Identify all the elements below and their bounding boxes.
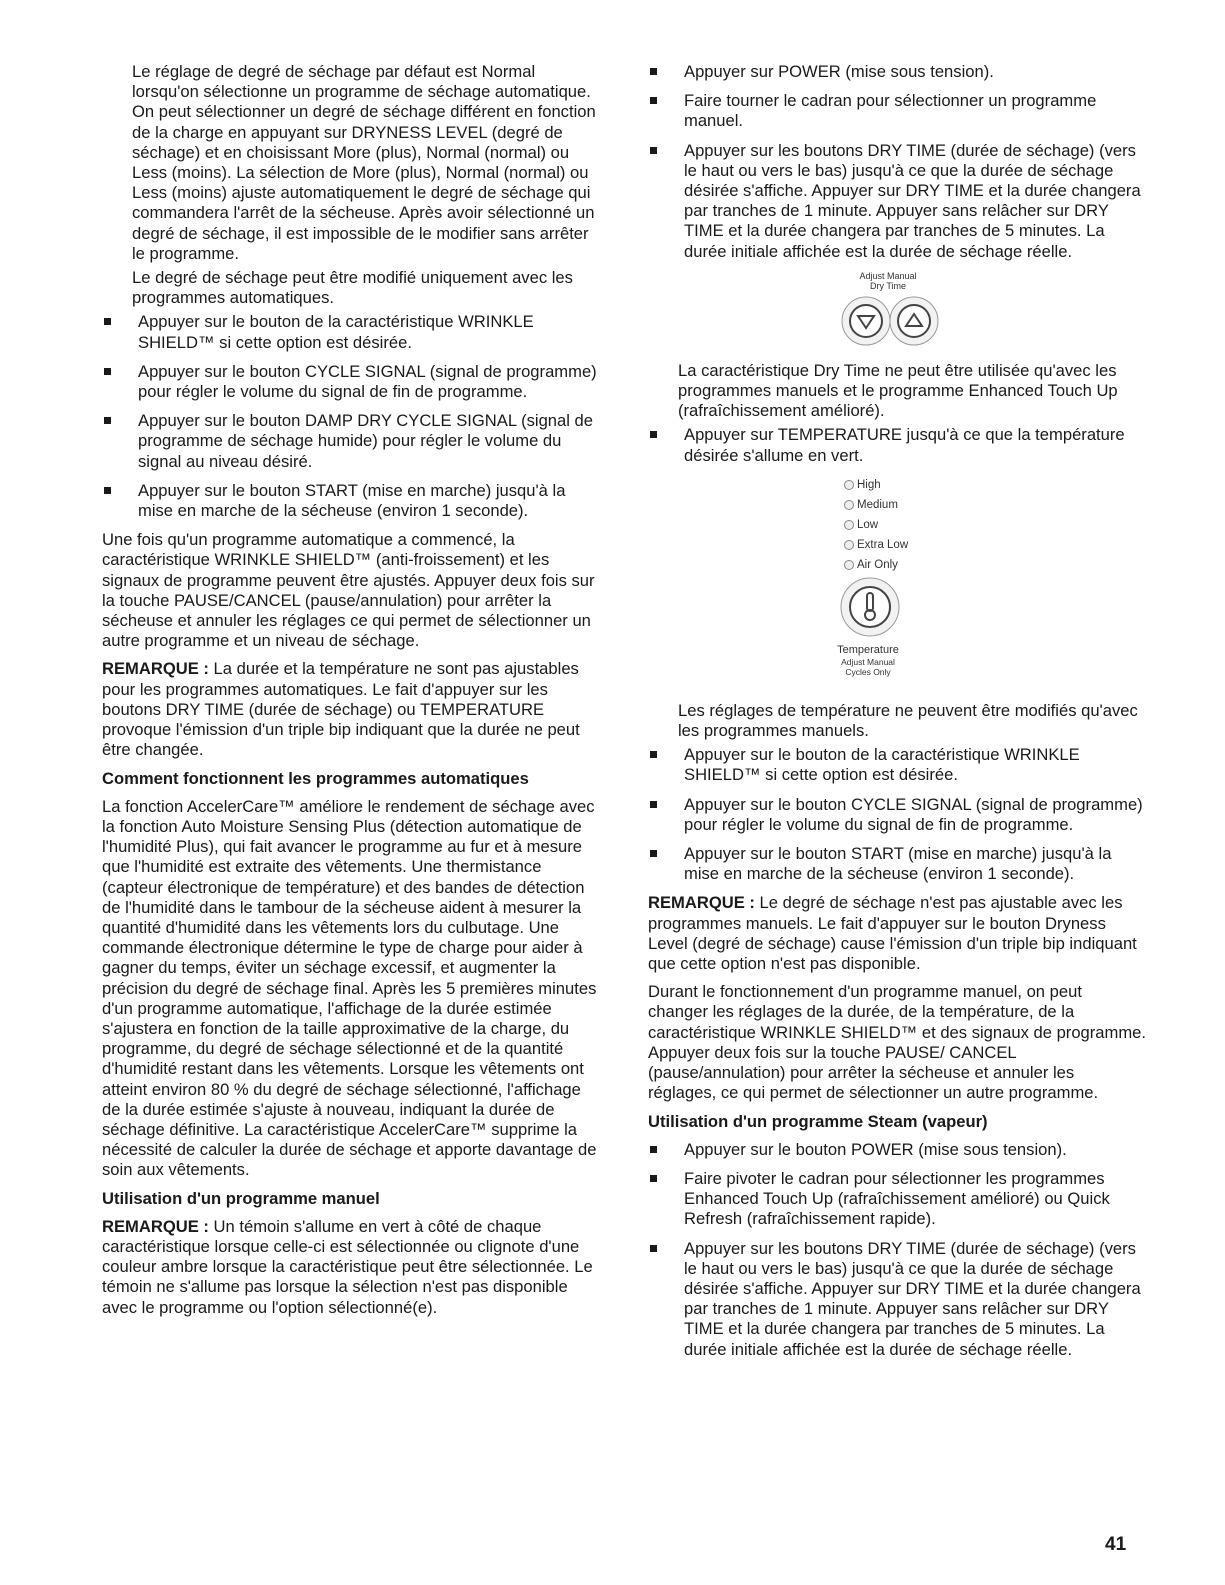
heading-manual-program: Utilisation d'un programme manuel xyxy=(102,1188,380,1208)
right-column xyxy=(648,62,1146,1369)
dry-time-down-icon xyxy=(842,297,890,345)
heading-auto-programs: Comment fonctionnent les programmes automatiques xyxy=(102,768,529,788)
dry-time-button-icons xyxy=(840,293,940,349)
temperature-level-air-only: Air Only xyxy=(844,555,908,575)
note-indicator-light xyxy=(102,1217,602,1318)
temperature-level-high: High xyxy=(844,475,908,495)
page-number: 41 xyxy=(1105,1534,1127,1555)
left-column xyxy=(102,62,602,1326)
note-label: REMARQUE : xyxy=(648,893,755,913)
thermometer-button-icon xyxy=(838,575,902,639)
note-label: REMARQUE : xyxy=(102,659,209,679)
list-item: Appuyer sur le bouton CYCLE SIGNAL (signal de programme) pour régler le volume du signal de fin de programme. xyxy=(102,362,602,402)
list-item: Appuyer sur les boutons DRY TIME (durée de séchage) (vers le haut ou vers le bas) jusqu'à ce que la durée de séchage désirée s'affiche. Appuyer sur DRY TIME et la durée changera par tranches de 1 minute. Appuyer sans relâcher sur DRY TIME et la durée changera par tranches de 5 minutes. La durée initiale affichée est la durée de séchage réelle. xyxy=(648,141,1146,262)
note-text: Le degré de séchage n'est pas ajustable avec les programmes manuels. Le fait d'appuyer sur le bouton Dryness Level (degré de séchage) cause l'émission d'un triple bip indiquant que cette option n'est pas disponible. xyxy=(648,893,1137,974)
list-item: Appuyer sur TEMPERATURE jusqu'à ce que la température désirée s'allume en vert. xyxy=(648,425,1146,465)
list-item: Faire pivoter le cadran pour sélectionner les programmes Enhanced Touch Up (rafraîchissement amélioré) ou Quick Refresh (rafraîchissement rapide). xyxy=(648,1169,1146,1230)
list-item: Appuyer sur POWER (mise sous tension). xyxy=(648,62,1146,82)
note-label: REMARQUE : xyxy=(102,1216,209,1236)
dryness-auto-only-paragraph: Le degré de séchage peut être modifié uniquement avec les programmes automatiques. xyxy=(132,268,573,308)
heading-steam-program: Utilisation d'un programme Steam (vapeur) xyxy=(648,1111,988,1131)
dry-time-caption-line1: Adjust Manual xyxy=(859,270,917,281)
accelercare-paragraph: La fonction AccelerCare™ améliore le rendement de séchage avec la fonction Auto Moisture Sensing Plus (détection automatique de l'humidité Plus), qui fait avancer le programme au fur et à mesure que l'humidité est extraite des vêtements. Une thermistance (capteur électronique de température) et des bandes de détection de l'humidité dans le tambour de la sécheuse aident à mesurer la quantité d'humidité dans les vêtements lors du culbutage. Une commande électronique détermine le type de charge pour aider à gagner du temps, éviter un séchage excessif, et augmenter la précision du degré de séchage final. Après les 5 premières minutes d'un programme automatique, l'affichage de la durée estimée s'ajustera en fonction de la taille approximative de la charge, du programme, du degré de séchage sélectionné et de la quantité d'humidité restant dans les vêtements. Lorsque les vêtements ont atteint environ 80 % du degré de séchage sélectionné, l'affichage de la durée estimée s'ajuste à nouveau, indiquant la durée de séchage définitive. La caractéristique AccelerCare™ supprime la nécessité de calculer la durée de séchage et apporte davantage de soin aux vêtements. xyxy=(102,796,597,1180)
temperature-caption: Temperature xyxy=(837,643,899,656)
temperature-level-extra-low: Extra Low xyxy=(844,535,908,555)
list-item: Faire tourner le cadran pour sélectionner un programme manuel. xyxy=(648,91,1146,131)
temperature-level-low: Low xyxy=(844,515,908,535)
dry-time-caption-line2: Dry Time xyxy=(870,280,906,291)
note-text: Un témoin s'allume en vert à côté de chaque caractéristique lorsque celle-ci est sélectionnée ou clignote d'une couleur ambre lorsque la caractéristique peut être sélectionnée. Le témoin ne s'allume pas lorsque la sélection n'est pas disponible avec le programme ou l'option sélectionné(e). xyxy=(102,1216,593,1317)
list-item: Appuyer sur le bouton DAMP DRY CYCLE SIGNAL (signal de programme de séchage humide) pour régler le volume du signal au niveau désiré. xyxy=(102,411,602,472)
dryness-default-paragraph: Le réglage de degré de séchage par défaut est Normal lorsqu'on sélectionne un programme de séchage automatique. On peut sélectionner un degré de séchage différent en fonction de la charge en appuyant sur DRYNESS LEVEL (degré de séchage) et en choisissant More (plus), Normal (normal) ou Less (moins). La sélection de More (plus), Normal (normal) ou Less (moins) ajuste automatiquement le degré de séchage qui commandera l'arrêt de la sécheuse. Après avoir sélectionné un degré de séchage, il est impossible de le modifier sans arrêter le programme. xyxy=(132,62,596,263)
list-item: Appuyer sur le bouton START (mise en marche) jusqu'à la mise en marche de la sécheuse (environ 1 seconde). xyxy=(102,481,602,521)
note-auto-time xyxy=(102,659,602,760)
manual-running-paragraph: Durant le fonctionnement d'un programme manuel, on peut changer les réglages de la durée, de la température, de la caractéristique WRINKLE SHIELD™ et des signaux de programme. Appuyer deux fois sur la touche PAUSE/ CANCEL (pause/annulation) pour arrêter la sécheuse et annuler les réglages, ce qui permet de sélectionner un autre programme. xyxy=(648,982,1147,1103)
list-item: Appuyer sur le bouton de la caractéristique WRINKLE SHIELD™ si cette option est désirée. xyxy=(648,745,1146,785)
list-item: Appuyer sur le bouton CYCLE SIGNAL (signal de programme) pour régler le volume du signal de fin de programme. xyxy=(648,795,1146,835)
dry-time-buttons-figure xyxy=(648,271,1146,353)
dry-time-up-icon xyxy=(890,297,938,345)
list-item: Appuyer sur le bouton de la caractéristique WRINKLE SHIELD™ si cette option est désirée. xyxy=(102,312,602,352)
list-item: Appuyer sur le bouton START (mise en marche) jusqu'à la mise en marche de la sécheuse (environ 1 seconde). xyxy=(648,844,1146,884)
list-item: Appuyer sur le bouton POWER (mise sous tension). xyxy=(648,1140,1146,1160)
temperature-manual-only-paragraph: Les réglages de température ne peuvent être modifiés qu'avec les programmes manuels. xyxy=(678,700,1138,741)
dry-time-manual-only-paragraph: La caractéristique Dry Time ne peut être utilisée qu'avec les programmes manuels et le programme Enhanced Touch Up (rafraîchissement amélioré). xyxy=(678,360,1118,421)
temperature-selector-figure xyxy=(648,475,1146,693)
temperature-levels xyxy=(844,475,908,575)
temperature-caption-line3: Cycles Only xyxy=(845,666,891,677)
auto-started-paragraph: Une fois qu'un programme automatique a commencé, la caractéristique WRINKLE SHIELD™ (anti-froissement) et les signaux de programme peuvent être ajustés. Appuyer deux fois sur la touche PAUSE/CANCEL (pause/annulation) pour arrêter la sécheuse et annuler les réglages ce qui permet de sélectionner un autre programme et un niveau de séchage. xyxy=(102,530,595,651)
temperature-caption-line2: Adjust Manual xyxy=(841,656,895,667)
note-dryness-manual xyxy=(648,893,1146,974)
list-item: Appuyer sur les boutons DRY TIME (durée de séchage) (vers le haut ou vers le bas) jusqu'à ce que la durée de séchage désirée s'affiche. Appuyer sur DRY TIME et la durée changera par tranches de 1 minute. Appuyer sans relâcher sur DRY TIME et la durée changera par tranches de 5 minutes. La durée initiale affichée est la durée de séchage réelle. xyxy=(648,1239,1146,1360)
note-text: La durée et la température ne sont pas ajustables pour les programmes automatiques. Le fait d'appuyer sur les boutons DRY TIME (durée de séchage) ou TEMPERATURE provoque l'émission d'un triple bip indiquant que la durée ne peut être changée. xyxy=(102,659,580,760)
temperature-level-medium: Medium xyxy=(844,495,908,515)
